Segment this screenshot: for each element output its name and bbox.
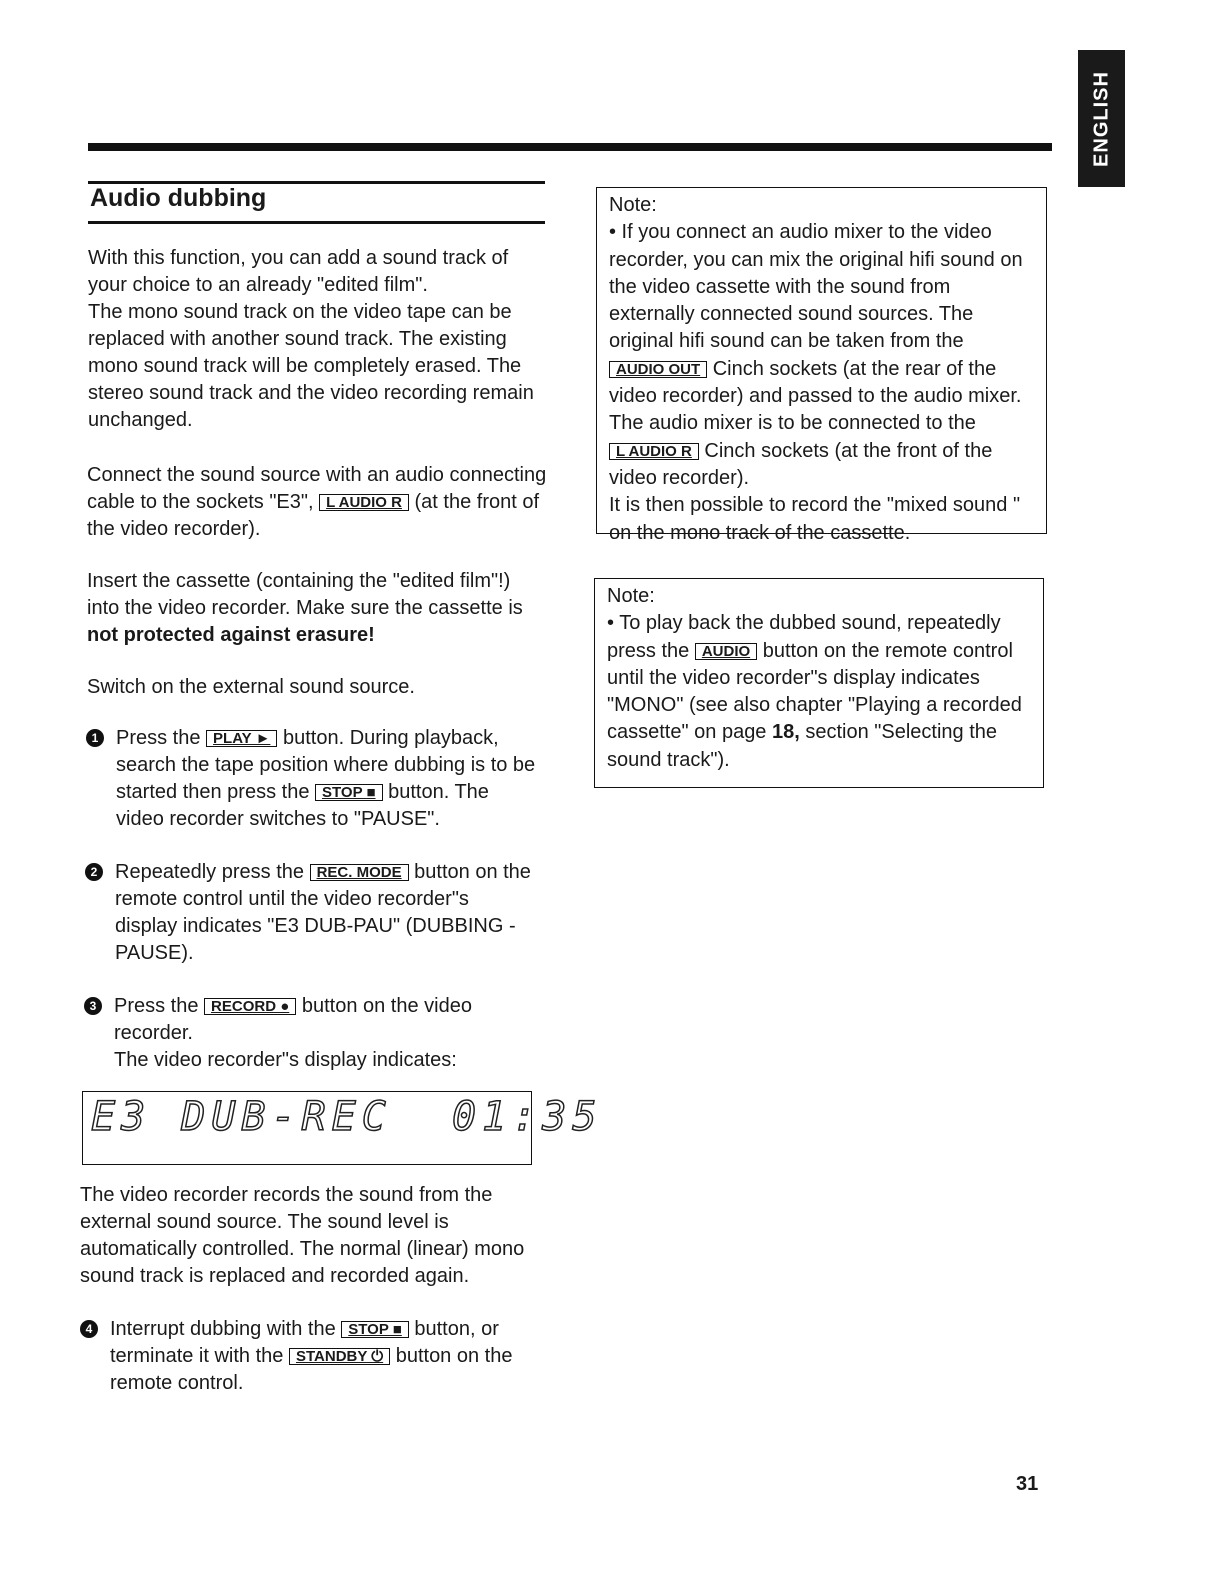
- text: Insert the cassette (containing the "edited film"!) into the video recorder. Make sure the cassette is: [87, 570, 523, 619]
- text: button on the remote control until the video recorder"s display indicates "E3 DUB-PAU" (DUBBING - PAUSE).: [115, 861, 531, 964]
- step-1: [91, 725, 536, 833]
- intro-line-1: With this function, you can add a sound track of your choice to an already "edited film".: [88, 247, 509, 296]
- intro-line-2: The mono sound track on the video tape can be replaced with another sound track. The existing mono sound track will be completely erased. The stereo sound track and the video recording remain unchanged.: [88, 301, 534, 431]
- step-number: 4: [80, 1320, 98, 1338]
- intro-paragraph: [88, 245, 548, 434]
- text: Press the: [114, 995, 199, 1017]
- text: • To play back the dubbed sound, repeatedly press the: [607, 612, 1001, 662]
- key-label: STOP ■: [341, 1321, 409, 1338]
- recorder-display: [82, 1091, 603, 1165]
- page-number: 31: [1016, 1473, 1039, 1495]
- insert-paragraph: [87, 568, 547, 649]
- top-rule: [88, 143, 1052, 151]
- key-label: REC. MODE: [310, 864, 409, 881]
- text: button, or terminate it with the: [110, 1318, 499, 1367]
- connect-paragraph: [87, 462, 547, 543]
- page-title: Audio dubbing: [90, 184, 267, 212]
- key-label: L AUDIO R: [609, 443, 699, 460]
- key-label: STANDBY ⏻: [289, 1348, 390, 1365]
- text: • If you connect an audio mixer to the video recorder, you can mix the original hifi sound on the video cassette with the sound from externally connected sound sources. The original hifi sound can be taken from the: [609, 221, 1023, 353]
- text: Press the: [116, 727, 201, 749]
- text: button. The video recorder switches to "PAUSE".: [116, 781, 489, 830]
- step-2: [90, 859, 535, 967]
- text: button on the video recorder.: [114, 995, 472, 1044]
- note-box-playback: [594, 578, 1044, 788]
- key-label: AUDIO: [695, 643, 757, 660]
- text: Interrupt dubbing with the: [110, 1318, 336, 1340]
- key-label: L AUDIO R: [319, 494, 409, 511]
- key-label: AUDIO OUT: [609, 361, 707, 378]
- display-text: E3 DUB-REC 01:35: [91, 1094, 603, 1140]
- text: Cinch sockets (at the front of the video recorder).: [609, 439, 993, 489]
- key-label: RECORD ●: [204, 998, 296, 1015]
- key-label: STOP ■: [315, 784, 383, 801]
- text: The video recorder"s display indicates:: [114, 1049, 457, 1071]
- text: It is then possible to record the "mixed sound " on the mono track of the cassette.: [609, 494, 1021, 544]
- step-4: [85, 1316, 530, 1397]
- heading-rule-bottom: [88, 221, 545, 224]
- language-label: ENGLISH: [1090, 70, 1112, 167]
- step-number: 3: [84, 997, 102, 1015]
- text: Repeatedly press the: [115, 861, 305, 883]
- text: (at the front of the video recorder).: [87, 491, 540, 540]
- text: button on the remote control.: [110, 1345, 513, 1394]
- text: Connect the sound source with an audio connecting cable to the sockets "E3",: [87, 464, 547, 513]
- note-box-mixer: [596, 187, 1047, 544]
- text: section "Selecting the sound track").: [607, 721, 998, 771]
- records-paragraph: The video recorder records the sound from the external sound source. The sound level is automatically controlled. The normal (linear) mono sound track is replaced and recorded again.: [80, 1184, 525, 1287]
- page-reference: 18,: [772, 721, 800, 744]
- note-label: Note:: [607, 585, 655, 607]
- key-label: PLAY ►: [206, 730, 277, 747]
- language-tab: [1078, 50, 1125, 187]
- text: button. During playback, search the tape position where dubbing is to be started then press the: [116, 727, 536, 803]
- step-3: [89, 993, 534, 1074]
- warning-text: not protected against erasure!: [87, 624, 375, 646]
- step-number: 2: [85, 863, 103, 881]
- text: button on the remote control until the video recorder"s display indicates "MONO" (see also chapter "Playing a recorded cassette" on page: [607, 639, 1022, 744]
- step-number: 1: [86, 729, 104, 747]
- text: Cinch sockets (at the rear of the video recorder) and passed to the audio mixer. The audio mixer is to be connected to the: [609, 357, 1022, 435]
- switch-paragraph: Switch on the external sound source.: [87, 676, 415, 698]
- note-label: Note:: [609, 194, 657, 216]
